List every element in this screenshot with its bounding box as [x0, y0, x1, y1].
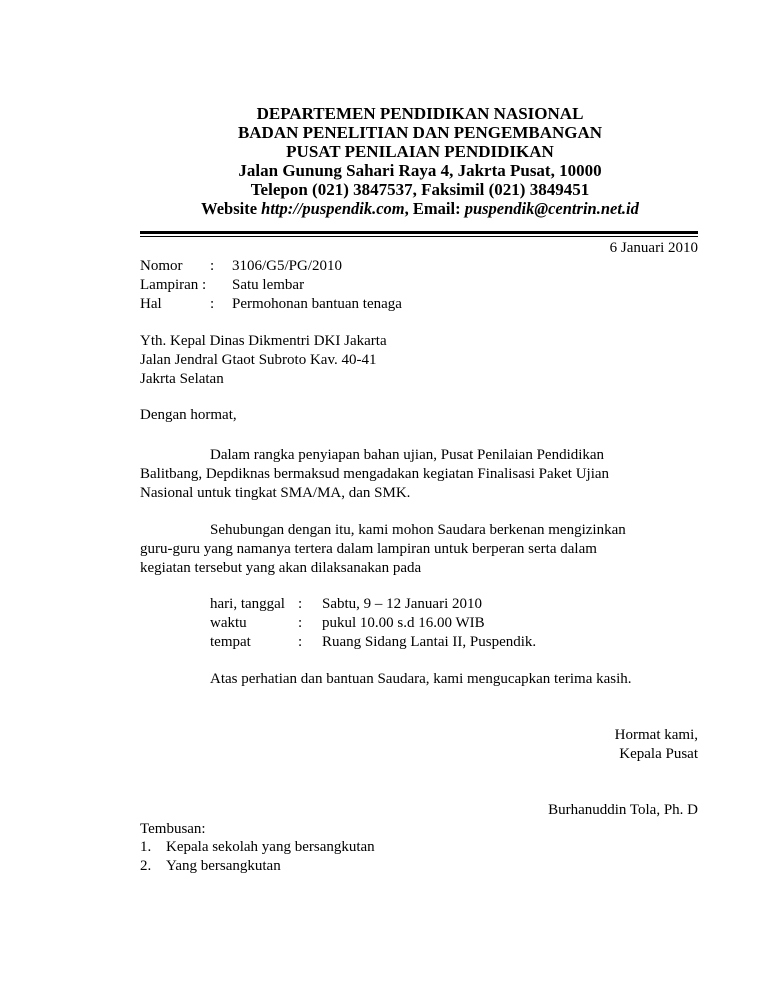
signature-name: Burhanuddin Tola, Ph. D — [548, 802, 698, 818]
letterhead-phone: Telepon (021) 3847537, Faksimil (021) 3849451 — [250, 180, 590, 199]
website-link[interactable]: http://puspendik.com — [261, 199, 405, 218]
letterhead — [140, 104, 700, 218]
meta-value-hal: Permohonan bantuan tenaga — [232, 296, 402, 312]
meta-value-lampiran: Satu lembar — [232, 277, 305, 293]
paragraph-line: Balitbang, Depdiknas bermaksud mengadakan kegiatan Finalisasi Paket Ujian — [140, 466, 610, 482]
recipient-line: Yth. Kepal Dinas Dikmentri DKI Jakarta — [140, 333, 387, 349]
letterhead-address: Jalan Gunung Sahari Raya 4, Jakrta Pusat, 10000 — [238, 161, 602, 180]
schedule-colon: : — [298, 596, 303, 612]
meta-label-nomor: Nomor — [140, 258, 183, 274]
paragraph-line: Nasional untuk tingkat SMA/MA, dan SMK. — [140, 485, 411, 501]
website-label: Website — [201, 199, 258, 218]
schedule-value-place: Ruang Sidang Lantai II, Puspendik. — [322, 634, 537, 650]
meta-colon: : — [210, 296, 215, 312]
signature-greeting: Hormat kami, — [614, 727, 698, 743]
schedule-value-date: Sabtu, 9 – 12 Januari 2010 — [322, 596, 482, 612]
schedule-colon: : — [298, 615, 303, 631]
paragraph-line: Sehubungan dengan itu, kami mohon Saudara berkenan mengizinkan — [210, 522, 626, 538]
signature-position: Kepala Pusat — [619, 746, 698, 762]
paragraph-line: Dalam rangka penyiapan bahan ujian, Pusat Penilaian Pendidikan — [210, 447, 605, 463]
paragraph-line: guru-guru yang namanya tertera dalam lampiran untuk berperan serta dalam — [140, 541, 597, 557]
schedule-label-date: hari, tanggal — [210, 596, 285, 612]
schedule-value-time: pukul 10.00 s.d 16.00 WIB — [322, 615, 485, 631]
letterhead-agency: BADAN PENELITIAN DAN PENGEMBANGAN — [237, 123, 603, 142]
salutation: Dengan hormat, — [140, 407, 237, 423]
recipient-line: Jakrta Selatan — [140, 371, 224, 387]
letterhead-divider-thick — [140, 231, 698, 234]
email-link[interactable]: puspendik@centrin.net.id — [464, 199, 639, 218]
cc-title: Tembusan: — [140, 821, 206, 837]
cc-item-text: Yang bersangkutan — [166, 858, 281, 874]
letterhead-divider-thin — [140, 236, 698, 237]
meta-label-hal: Hal — [140, 296, 162, 312]
letterhead-contact — [140, 199, 700, 218]
meta-label-lampiran: Lampiran : — [140, 277, 207, 293]
meta-colon: : — [210, 258, 215, 274]
letter-date: 6 Januari 2010 — [609, 240, 698, 256]
paragraph-line: kegiatan tersebut yang akan dilaksanakan pada — [140, 560, 422, 576]
schedule-colon: : — [298, 634, 303, 650]
schedule-label-time: waktu — [210, 615, 247, 631]
cc-item-number: 2. — [140, 858, 152, 874]
cc-item-number: 1. — [140, 839, 152, 855]
letterhead-center: PUSAT PENILAIAN PENDIDIKAN — [286, 142, 554, 161]
cc-item-text: Kepala sekolah yang bersangkutan — [166, 839, 375, 855]
email-label: , Email: — [404, 199, 461, 218]
meta-value-nomor: 3106/G5/PG/2010 — [232, 258, 343, 274]
letterhead-ministry: DEPARTEMEN PENDIDIKAN NASIONAL — [256, 104, 584, 123]
closing-paragraph: Atas perhatian dan bantuan Saudara, kami mengucapkan terima kasih. — [210, 671, 632, 687]
recipient-line: Jalan Jendral Gtaot Subroto Kav. 40-41 — [140, 352, 377, 368]
schedule-label-place: tempat — [210, 634, 251, 650]
